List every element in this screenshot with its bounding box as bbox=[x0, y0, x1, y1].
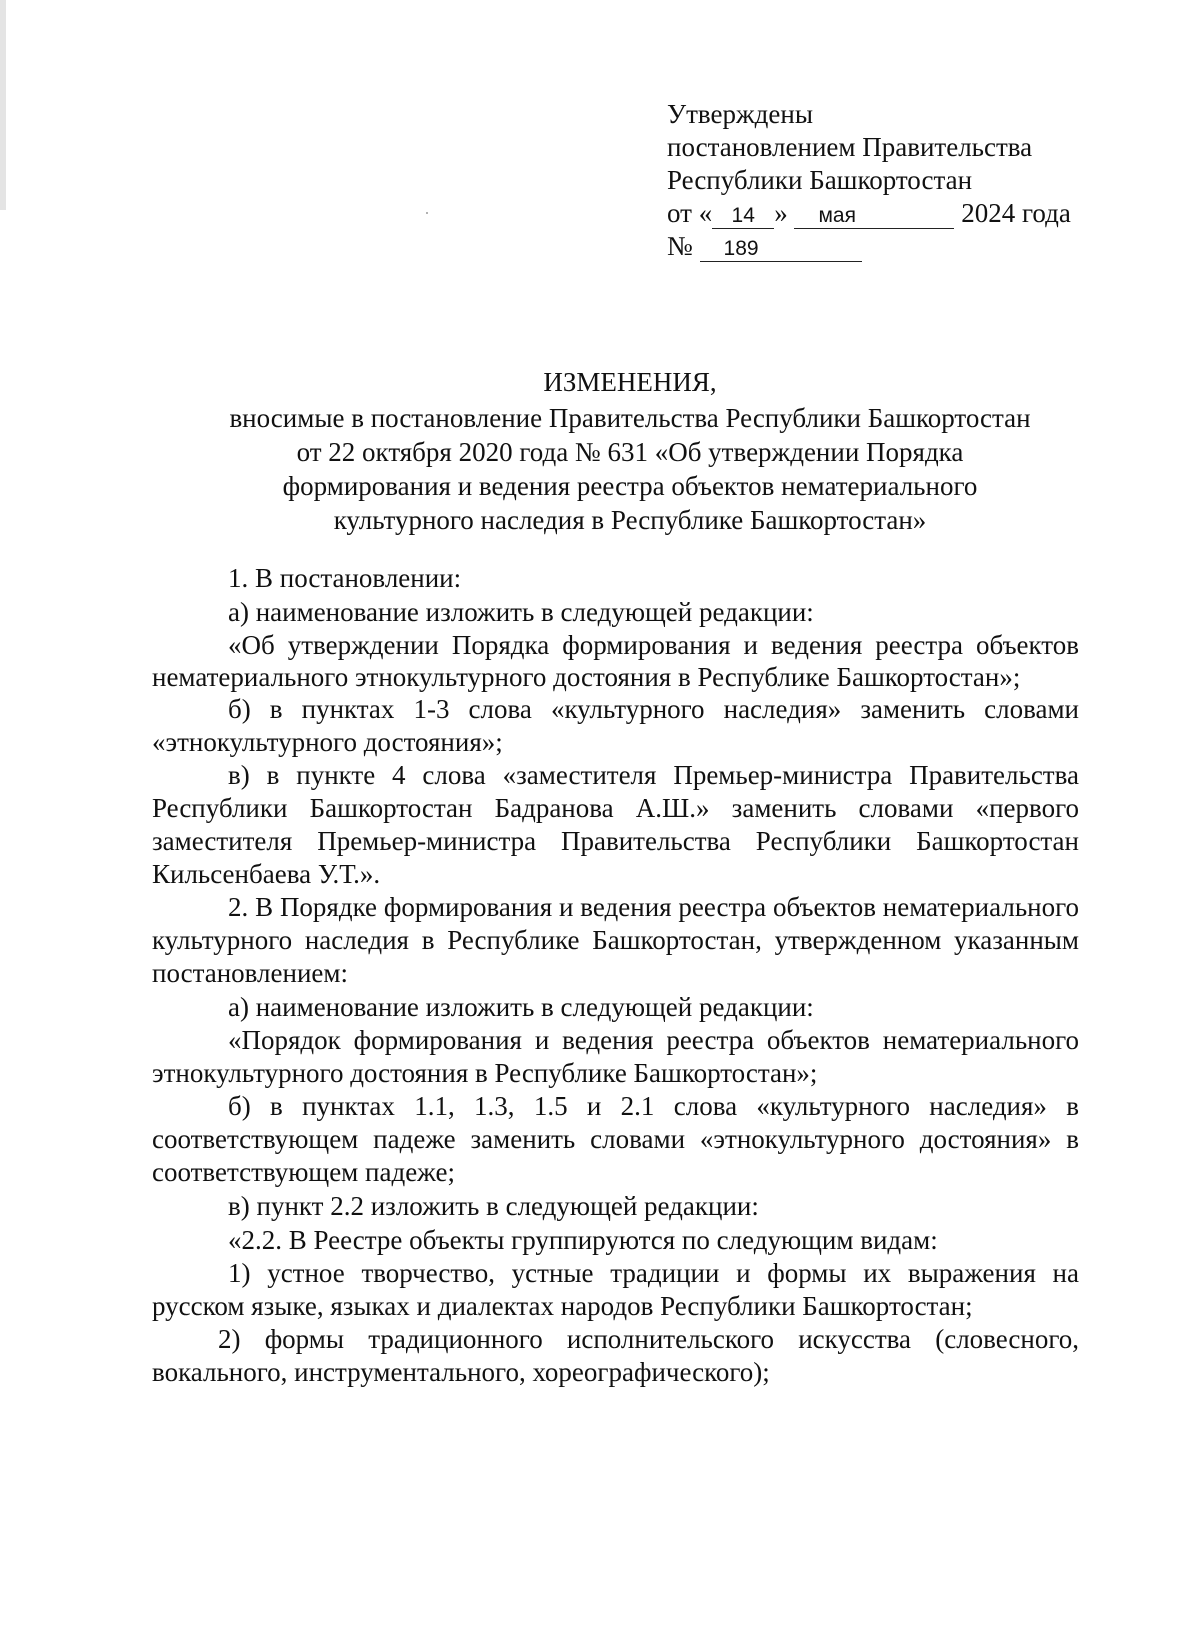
paragraph-2b: б) в пунктах 1.1, 1.3, 1.5 и 2.1 слова «культурного наследия» в соответствующем падеже заменить словами «этнокультурного достояния» в соответствующем падеже; bbox=[152, 1091, 1079, 1187]
approval-line-1: Утверждены bbox=[667, 99, 813, 129]
approval-block bbox=[667, 98, 1071, 263]
heading-line-2: от 22 октября 2020 года № 631 «Об утверждении Порядка bbox=[296, 437, 964, 467]
paragraph-2v-quote: «2.2. В Реестре объекты группируются по следующим видам: bbox=[228, 1225, 938, 1255]
list-item-2: 2) формы традиционного исполнительского искусства (словесного, вокального, инструментального, хореографического); bbox=[152, 1324, 1079, 1387]
heading-line-3: формирования и ведения реестра объектов нематериального bbox=[282, 471, 978, 501]
paragraph-2v: в) пункт 2.2 изложить в следующей редакции: bbox=[228, 1191, 759, 1221]
approval-line-2: постановлением Правительства bbox=[667, 132, 1033, 162]
scan-speck bbox=[426, 212, 428, 214]
approval-number: 189 bbox=[700, 237, 862, 262]
list-item-1: 1) устное творчество, устные традиции и формы их выражения на русском языке, языках и диалектах народов Республики Башкортостан; bbox=[152, 1258, 1079, 1321]
approval-day: 14 bbox=[712, 204, 774, 229]
approval-number-line bbox=[667, 230, 1071, 263]
scan-edge-shadow bbox=[0, 0, 6, 210]
paragraph-2: 2. В Порядке формирования и ведения реестра объектов нематериального культурного наследия в Республике Башкортостан, утвержденном указанным постановлением: bbox=[152, 892, 1079, 988]
paragraph-1a: а) наименование изложить в следующей редакции: bbox=[228, 597, 814, 627]
document-body bbox=[152, 561, 1079, 1389]
date-prefix: от « bbox=[667, 198, 713, 228]
approval-line-3: Республики Башкортостан bbox=[667, 165, 973, 195]
document-heading bbox=[150, 365, 1110, 537]
paragraph-1a-quote: «Об утверждении Порядка формирования и ведения реестра объектов нематериального этнокультурного достояния в Республике Башкортостан»; bbox=[152, 630, 1079, 692]
paragraph-2a-quote: «Порядок формирования и ведения реестра объектов нематериального этнокультурного достояния в Республике Башкортостан»; bbox=[152, 1025, 1079, 1088]
paragraph-1: 1. В постановлении: bbox=[228, 563, 462, 593]
heading-line-1: вносимые в постановление Правительства Республики Башкортостан bbox=[229, 403, 1031, 433]
paragraph-1v: в) в пункте 4 слова «заместителя Премьер-министра Правительства Республики Башкортостан Бадранова А.Ш.» заменить словами «первого заместителя Премьер-министра Правительства Республики Башкортостан Кильсенбаева У.Т.». bbox=[152, 760, 1079, 889]
heading-title: ИЗМЕНЕНИЯ, bbox=[543, 367, 717, 397]
heading-line-4: культурного наследия в Республике Башкортостан» bbox=[333, 505, 927, 535]
approval-date-line bbox=[667, 197, 1071, 230]
date-mid: » bbox=[774, 198, 788, 228]
paragraph-2a: а) наименование изложить в следующей редакции: bbox=[228, 992, 814, 1022]
approval-month: мая bbox=[794, 204, 954, 229]
approval-year: 2024 года bbox=[961, 198, 1071, 228]
number-prefix: № bbox=[667, 231, 693, 261]
paragraph-1b: б) в пунктах 1-3 слова «культурного наследия» заменить словами «этнокультурного достояния»; bbox=[152, 694, 1079, 757]
